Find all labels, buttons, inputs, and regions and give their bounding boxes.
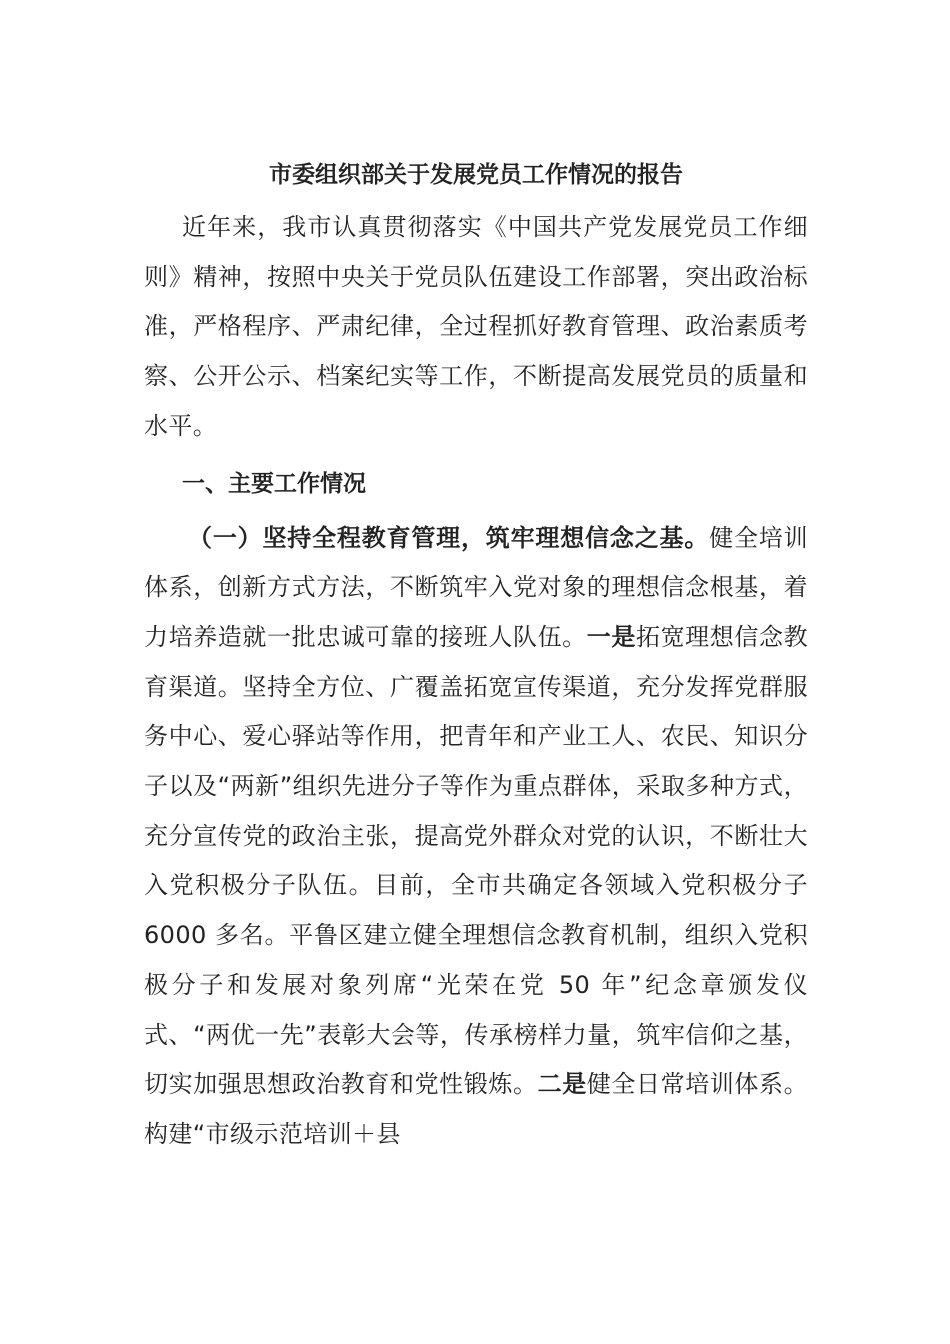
intro-paragraph: 近年来，我市认真贯彻落实《中国共产党发展党员工作细则》精神，按照中央关于党员队伍建设工作部署，突出政治标准，严格程序、严肃纪律，全过程抓好教育管理、政治素质考察、公开公示、档案纪实等工作，不断提高发展党员的质量和水平。: [144, 213, 808, 440]
subsection-title: （一）坚持全程教育管理，筑牢理想信念之基。: [188, 523, 710, 552]
point-marker-second: 二是: [537, 1070, 587, 1099]
point-marker-first: 一是: [586, 622, 636, 651]
subsection-paragraph: [144, 514, 808, 1160]
document-title: 市委组织部关于发展党员工作情况的报告: [269, 162, 683, 188]
section-heading-main-work: 一、主要工作情况: [182, 470, 366, 497]
subsection-text-b: 拓宽理想信念教育渠道。坚持全方位、广覆盖拓宽宣传渠道，充分发挥党群服务中心、爱心驿站等作用，把青年和产业工人、农民、知识分子以及“两新”组织先进分子等作为重点群体，采取多种方式，充分宣传党的政治主张，提高党外群众对党的认识，不断壮大入党积极分子队伍。目前，全市共确定各领域入党积极分子 6000 多名。平鲁区建立健全理想信念教育机制，组织入党积极分子和发展对象列席“光荣在党 50 年”纪念章颁发仪式、“两优一先”表彰大会等，传承榜样力量，筑牢信仰之基，切实加强思想政治教育和党性锻炼。: [144, 622, 808, 1099]
subsection-text-a: 健全培训体系，创新方式方法，不断筑牢入党对象的理想信念根基，着力培养造就一批忠诚可靠的接班人队伍。: [144, 523, 808, 651]
document-body: [144, 155, 808, 1160]
subsection-text-c: 健全日常培训体系。构建“市级示范培训＋县: [144, 1070, 808, 1148]
